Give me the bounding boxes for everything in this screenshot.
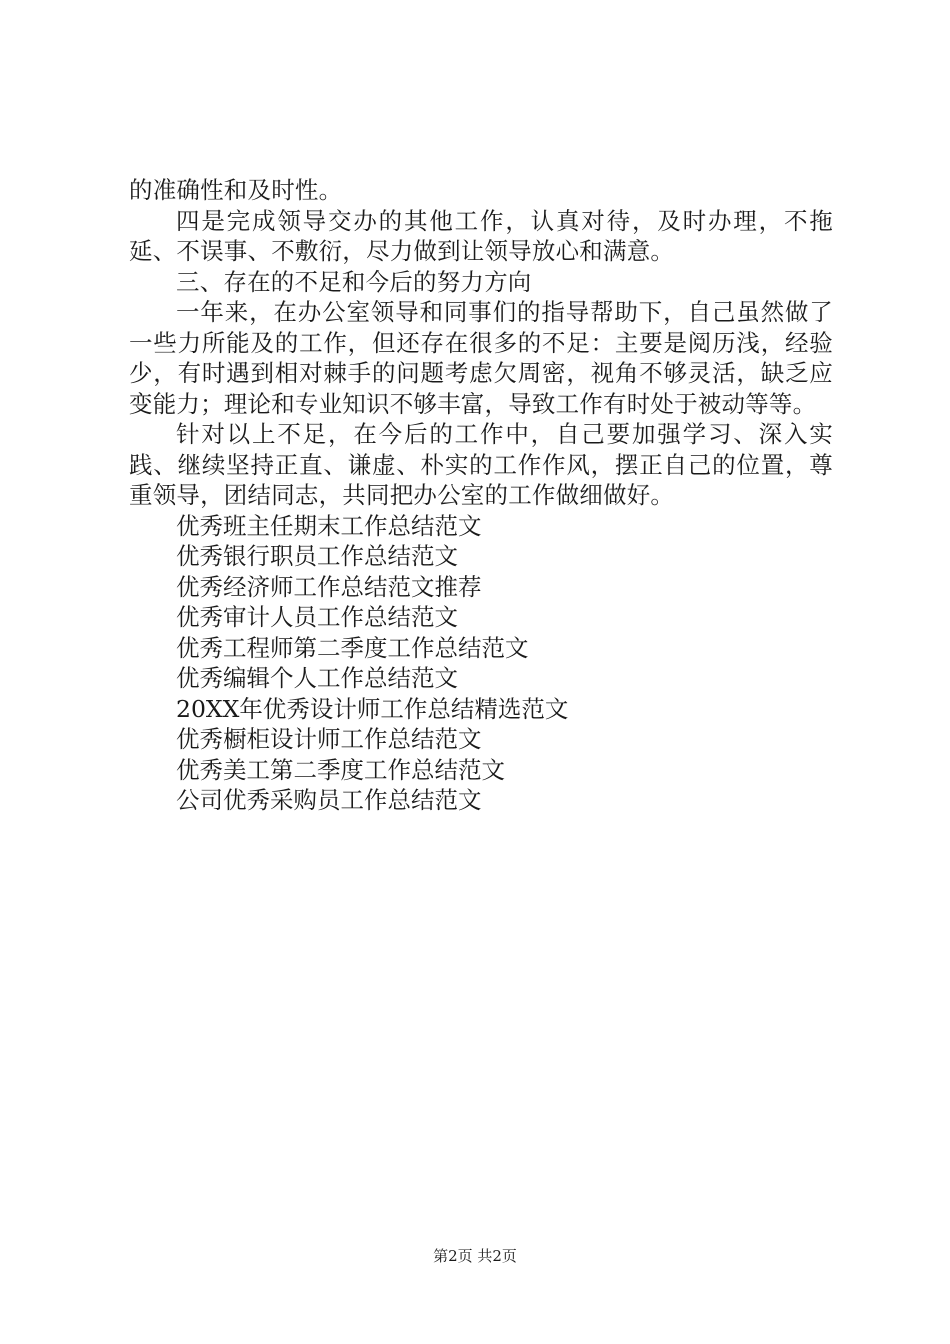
related-article-link[interactable]: 公司优秀采购员工作总结范文 bbox=[176, 786, 482, 814]
related-article-link[interactable]: 优秀班主任期末工作总结范文 bbox=[176, 511, 482, 540]
related-article-link[interactable]: 20XX年优秀设计师工作总结精选范文 bbox=[176, 694, 569, 723]
paragraph: 四是完成领导交办的其他工作，认真对待，及时办理，不拖延、不误事、不敷衍，尽力做到让领导放心和满意。 bbox=[129, 206, 833, 265]
related-article-link[interactable]: 优秀工程师第二季度工作总结范文 bbox=[176, 633, 529, 662]
related-article-link[interactable]: 优秀编辑个人工作总结范文 bbox=[176, 664, 458, 692]
page-number-footer: 第2页 共2页 bbox=[433, 1247, 517, 1265]
paragraph: 针对以上不足，在今后的工作中，自己要加强学习、深入实践、继续坚持正直、谦虚、朴实的工作作风，摆正自己的位置，尊重领导，团结同志，共同把办公室的工作做细做好。 bbox=[129, 420, 833, 509]
document-body bbox=[129, 175, 833, 816]
section-heading: 三、存在的不足和今后的努力方向 bbox=[176, 267, 532, 296]
related-article-link[interactable]: 优秀美工第二季度工作总结范文 bbox=[176, 755, 505, 784]
paragraph: 的准确性和及时性。 bbox=[129, 176, 343, 204]
paragraph: 一年来，在办公室领导和同事们的指导帮助下，自己虽然做了一些力所能及的工作，但还存在很多的不足：主要是阅历浅，经验少，有时遇到相对棘手的问题考虑欠周密，视角不够灵活，缺乏应变能力；理论和专业知识不够丰富，导致工作有时处于被动等等。 bbox=[129, 298, 833, 418]
related-article-link[interactable]: 优秀橱柜设计师工作总结范文 bbox=[176, 725, 482, 753]
related-article-link[interactable]: 优秀银行职员工作总结范文 bbox=[176, 542, 458, 570]
related-articles-list bbox=[129, 511, 833, 816]
related-article-link[interactable]: 优秀审计人员工作总结范文 bbox=[176, 603, 458, 631]
related-article-link[interactable]: 优秀经济师工作总结范文推荐 bbox=[176, 572, 482, 601]
